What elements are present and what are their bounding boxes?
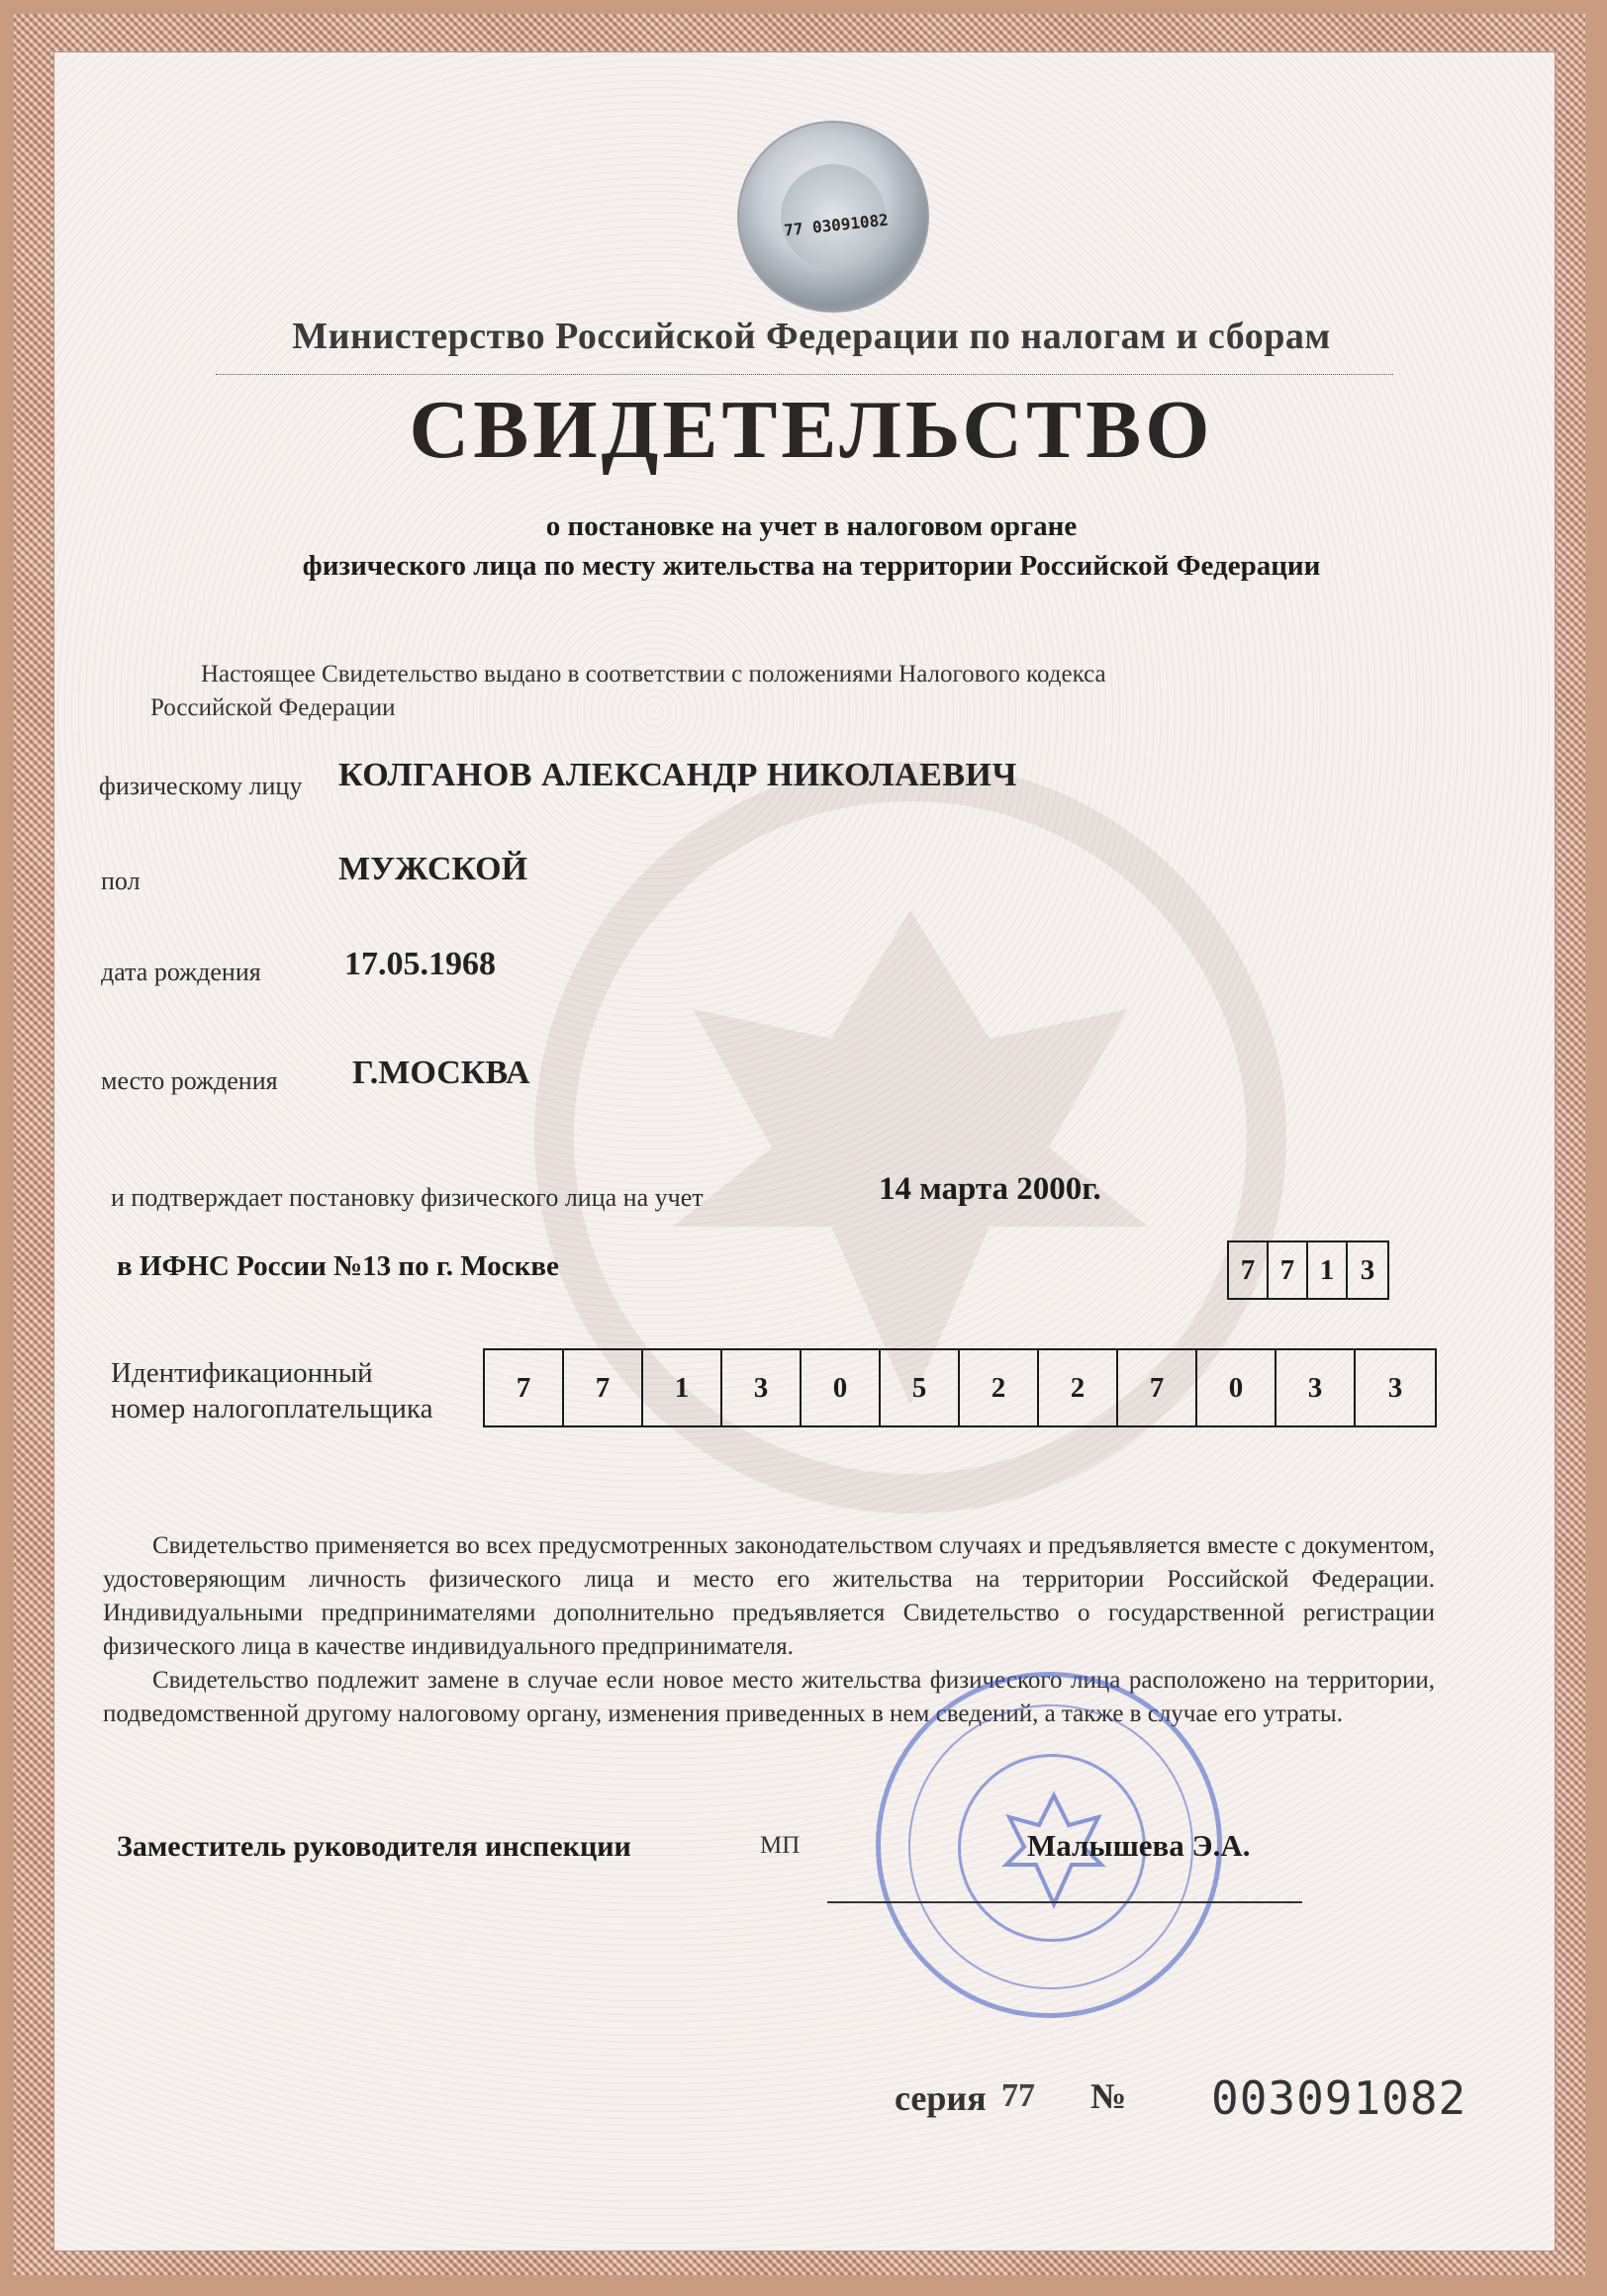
ministry-name: Министерство Российской Федерации по налогам и сборам [292, 316, 1331, 357]
code-digit: 3 [1360, 1253, 1375, 1286]
seal-place-label: МП [760, 1832, 801, 1859]
inn-digit: 5 [881, 1350, 960, 1425]
number-label: № [1090, 2076, 1127, 2116]
terms-paragraph-2: Свидетельство подлежит замене в случае если новое место жительства физического лица расположено на территории, подведомственной другому налоговому органу, изменения приведенных в нем сведений, а также в случае его утраты. [103, 1667, 1435, 1727]
inn-cells [483, 1348, 1437, 1427]
inn-digit: 0 [1197, 1350, 1276, 1425]
registration-label: и подтверждает постановку физического лица на учет [111, 1183, 704, 1212]
birth-date-label: дата рождения [101, 958, 261, 986]
inn-digit: 7 [564, 1350, 643, 1425]
tax-inspection: в ИФНС России №13 по г. Москве [117, 1250, 559, 1282]
inn-digit: 7 [1118, 1350, 1197, 1425]
document-title: СВИДЕТЕЛЬСТВО [409, 384, 1214, 476]
intro-line-2: Российской Федерации [150, 694, 396, 721]
signer-title: Заместитель руководителя инспекции [117, 1830, 631, 1863]
inn-label-line-1: Идентификационный [111, 1357, 373, 1389]
inspection-code-cells [1227, 1240, 1389, 1300]
inn-digit: 1 [643, 1350, 722, 1425]
birth-date-value: 17.05.1968 [344, 946, 496, 982]
inn-digit: 7 [485, 1350, 564, 1425]
inn-label-line-2: номер налогоплательщика [111, 1393, 433, 1424]
subtitle-line-2: физического лица по месту жительства на территории Российской Федерации [302, 550, 1321, 582]
code-digit: 7 [1229, 1242, 1269, 1298]
hologram-seal [737, 121, 929, 313]
birth-place-value: Г.МОСКВА [352, 1055, 530, 1091]
birth-place-label: место рождения [101, 1066, 278, 1095]
signer-name: Малышева Э.А. [1027, 1828, 1251, 1863]
inn-digit: 2 [1039, 1350, 1118, 1425]
code-digit: 1 [1308, 1242, 1348, 1298]
inn-digit: 0 [802, 1350, 881, 1425]
registration-date: 14 марта 2000г. [879, 1171, 1101, 1207]
inn-digit: 3 [1276, 1350, 1356, 1425]
person-label: физическому лицу [99, 772, 303, 800]
person-name: КОЛГАНОВ АЛЕКСАНДР НИКОЛАЕВИЧ [338, 757, 1017, 793]
inn-digit: 3 [1387, 1371, 1403, 1404]
terms-paragraph-1: Свидетельство применяется во всех предусмотренных законодательством случаях и предъявляется вместе с документом, удостоверяющим личность физического лица и место его жительства на территории Российской Федерации. Индивидуальными предпринимателями дополнительно предъявляется Свидетельство о государственной регистрации физического лица в качестве индивидуального предпринимателя. [103, 1532, 1435, 1660]
eagle-watermark [534, 712, 1286, 1563]
sex-value: МУЖСКОЙ [338, 851, 528, 887]
subtitle-line-1: о постановке на учет в налоговом органе [545, 510, 1078, 542]
inn-digit: 2 [960, 1350, 1039, 1425]
series-label: серия [895, 2078, 987, 2118]
series-value: 77 [1001, 2077, 1035, 2114]
code-digit: 7 [1269, 1242, 1308, 1298]
ministry-divider [216, 374, 1393, 375]
sex-label: пол [101, 867, 141, 895]
intro-line-1: Настоящее Свидетельство выдано в соответствии с положениями Налогового кодекса [201, 661, 1106, 688]
signature-line [827, 1901, 1302, 1903]
inn-digit: 3 [722, 1350, 802, 1425]
hologram-number: 77 03091082 [783, 210, 890, 240]
terms-text [103, 1529, 1435, 1731]
certificate-number: 003091082 [1211, 2071, 1467, 2125]
